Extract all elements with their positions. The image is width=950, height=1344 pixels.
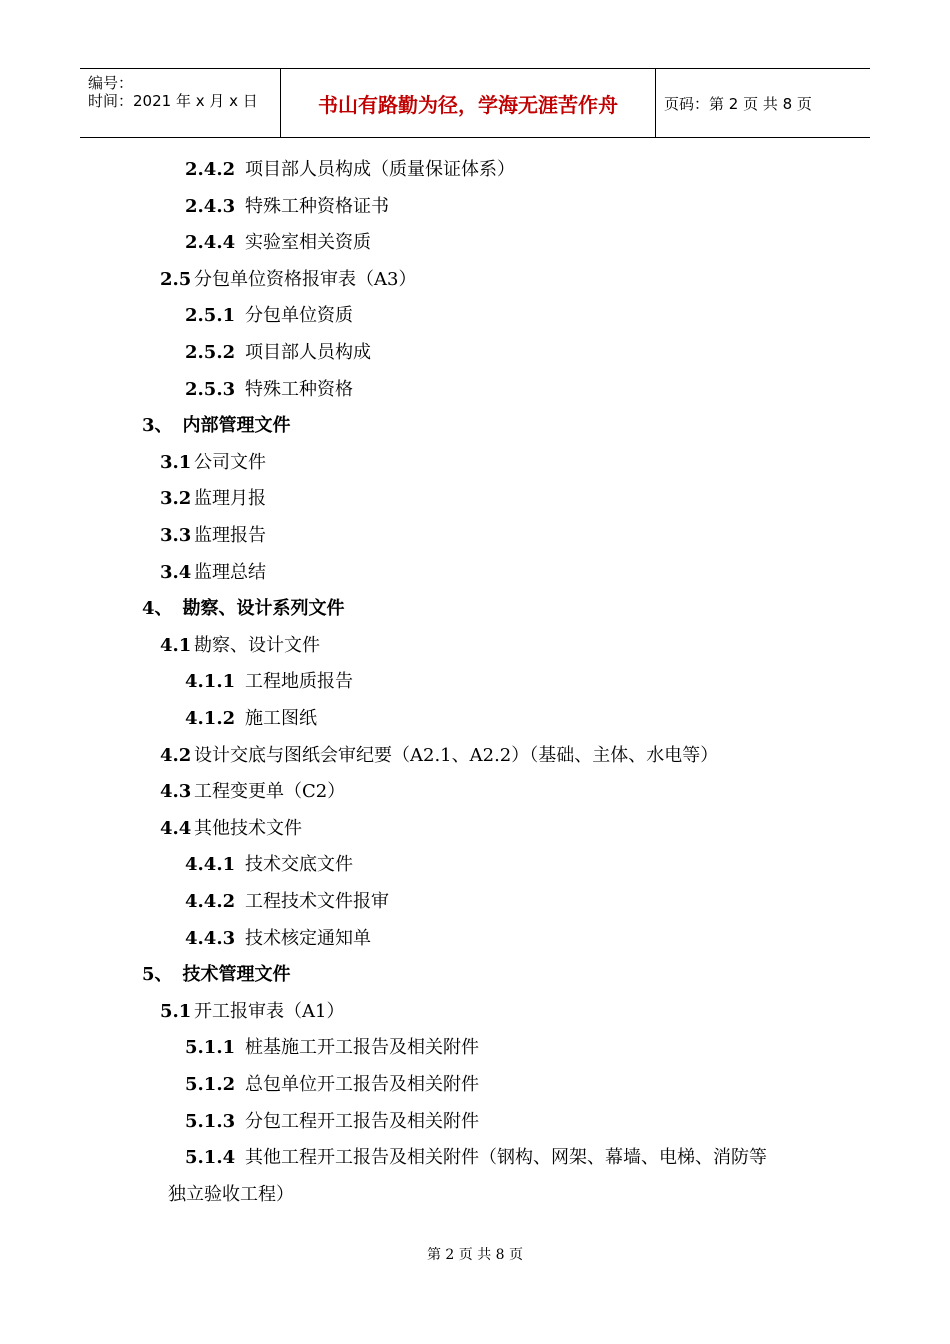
toc-entry-title: 公司文件 (194, 451, 266, 473)
toc-entry (185, 189, 389, 225)
toc-entry (185, 1067, 479, 1103)
toc-entry (185, 298, 353, 334)
toc-entry-title: 特殊工种资格证书 (245, 195, 389, 217)
toc-entry (160, 555, 266, 591)
toc-entry-title: 工程技术文件报审 (245, 891, 389, 912)
toc-entry (185, 1104, 479, 1140)
toc-entry (160, 994, 344, 1030)
toc-entry (160, 262, 416, 298)
toc-entry-title: 其他技术文件 (194, 817, 302, 839)
toc-entry-title: 项目部人员构成（质量保证体系） (245, 159, 515, 180)
document-date-label: 时间：2021 年 x 月 x 日 (88, 92, 258, 110)
toc-entry (142, 591, 345, 627)
toc-entry-number: 2.5.3 (185, 378, 236, 400)
toc-entry-title: 总包单位开工报告及相关附件 (245, 1074, 479, 1095)
toc-entry (185, 884, 389, 920)
toc-entry-number: 5.1.2 (185, 1074, 236, 1095)
toc-entry-number: 5.1.1 (185, 1037, 236, 1059)
toc-entry-continuation: 独立验收工程） (168, 1183, 294, 1205)
toc-entry (160, 445, 266, 481)
toc-entry-number: 5.1 (160, 1000, 192, 1022)
toc-entry (142, 408, 291, 444)
toc-entry-number: 2.5.2 (185, 342, 236, 363)
toc-entry (185, 152, 515, 188)
toc-entry-title: 内部管理文件 (182, 415, 291, 437)
header-page-label: 页码：第 2 页 共 8 页 (664, 94, 812, 113)
toc-entry (185, 225, 371, 261)
toc-entry (160, 774, 345, 810)
toc-entry (185, 847, 353, 883)
toc-entry-title: 施工图纸 (245, 708, 317, 729)
toc-entry-title: 分包单位资格报审表（A3） (194, 268, 417, 290)
toc-entry-title: 实验室相关资质 (245, 232, 371, 254)
toc-entry-title: 其他工程开工报告及相关附件（钢构、网架、幕墙、电梯、消防等 (245, 1147, 767, 1169)
toc-entry (185, 1140, 767, 1176)
toc-entry-number: 4.1.1 (185, 671, 236, 693)
toc-entry-number: 2.4.2 (185, 159, 236, 180)
header-motto: 书山有路勤为径，学海无涯苦作舟 (280, 69, 656, 137)
toc-entry (142, 957, 291, 993)
toc-entry-title: 桩基施工开工报告及相关附件 (245, 1037, 479, 1059)
toc-entry (160, 811, 302, 847)
toc-entry-title: 开工报审表（A1） (194, 1000, 345, 1022)
toc-entry (185, 335, 371, 371)
toc-entry-number: 2.5 (160, 268, 192, 290)
toc-entry-number: 4、 (142, 598, 173, 620)
toc-entry-title: 技术管理文件 (182, 964, 291, 986)
toc-entry-number: 4.4 (160, 817, 192, 839)
document-number-label: 编号： (88, 74, 134, 92)
toc-entry-number: 4.2 (160, 744, 192, 766)
toc-entry (185, 701, 317, 737)
header-page-cell (656, 69, 870, 137)
toc-entry-number: 4.4.3 (185, 927, 236, 949)
toc-entry-number: 4.4.2 (185, 891, 236, 912)
toc-entry-number: 3.1 (160, 451, 192, 473)
toc-entry (160, 518, 266, 554)
toc-entry-number: 5.1.3 (185, 1110, 236, 1132)
toc-entry-title: 设计交底与图纸会审纪要（A2.1、A2.2）（基础、主体、水电等） (194, 744, 719, 766)
toc-entry-title: 监理总结 (194, 561, 266, 583)
page-footer: 第 2 页 共 8 页 (426, 1247, 524, 1263)
toc-entry-number: 4.1.2 (185, 708, 236, 729)
toc-entry-title: 监理报告 (194, 525, 266, 546)
toc-entry-title: 勘察、设计系列文件 (182, 598, 345, 620)
toc-entry-number: 2.4.4 (185, 232, 236, 254)
toc-entry (185, 372, 353, 408)
toc-entry-title: 工程变更单（C2） (194, 781, 346, 803)
toc-entry-title: 勘察、设计文件 (194, 634, 320, 656)
toc-entry-title: 特殊工种资格 (245, 378, 353, 400)
toc-entry-number: 5、 (142, 964, 173, 986)
toc-entry-number: 3.2 (160, 488, 192, 510)
toc-entry-title: 监理月报 (194, 488, 266, 510)
toc-entry-number: 4.3 (160, 781, 192, 803)
toc-entry-number: 2.4.3 (185, 195, 236, 217)
toc-entry-number: 2.5.1 (185, 305, 236, 327)
page-header (80, 68, 870, 138)
toc-entry (160, 481, 266, 517)
toc-entry-number: 4.1 (160, 634, 192, 656)
toc-entry-title: 分包工程开工报告及相关附件 (245, 1110, 479, 1132)
toc-entry (160, 628, 320, 664)
header-left-cell (80, 69, 280, 137)
toc-entry-title: 分包单位资质 (245, 305, 353, 327)
toc-entry (160, 738, 718, 774)
toc-entry-title: 技术核定通知单 (245, 927, 371, 949)
toc-entry (185, 1030, 479, 1066)
toc-entry-title: 工程地质报告 (245, 671, 353, 693)
toc-entry-number: 3、 (142, 415, 173, 437)
toc-entry-number: 3.3 (160, 525, 192, 546)
toc-entry-number: 5.1.4 (185, 1147, 236, 1169)
toc-entry-number: 3.4 (160, 561, 192, 583)
toc-entry (185, 664, 353, 700)
toc-entry (185, 921, 371, 957)
toc-entry-title: 技术交底文件 (245, 854, 353, 876)
toc-entry-title: 项目部人员构成 (245, 342, 371, 363)
toc-entry-number: 4.4.1 (185, 854, 236, 876)
